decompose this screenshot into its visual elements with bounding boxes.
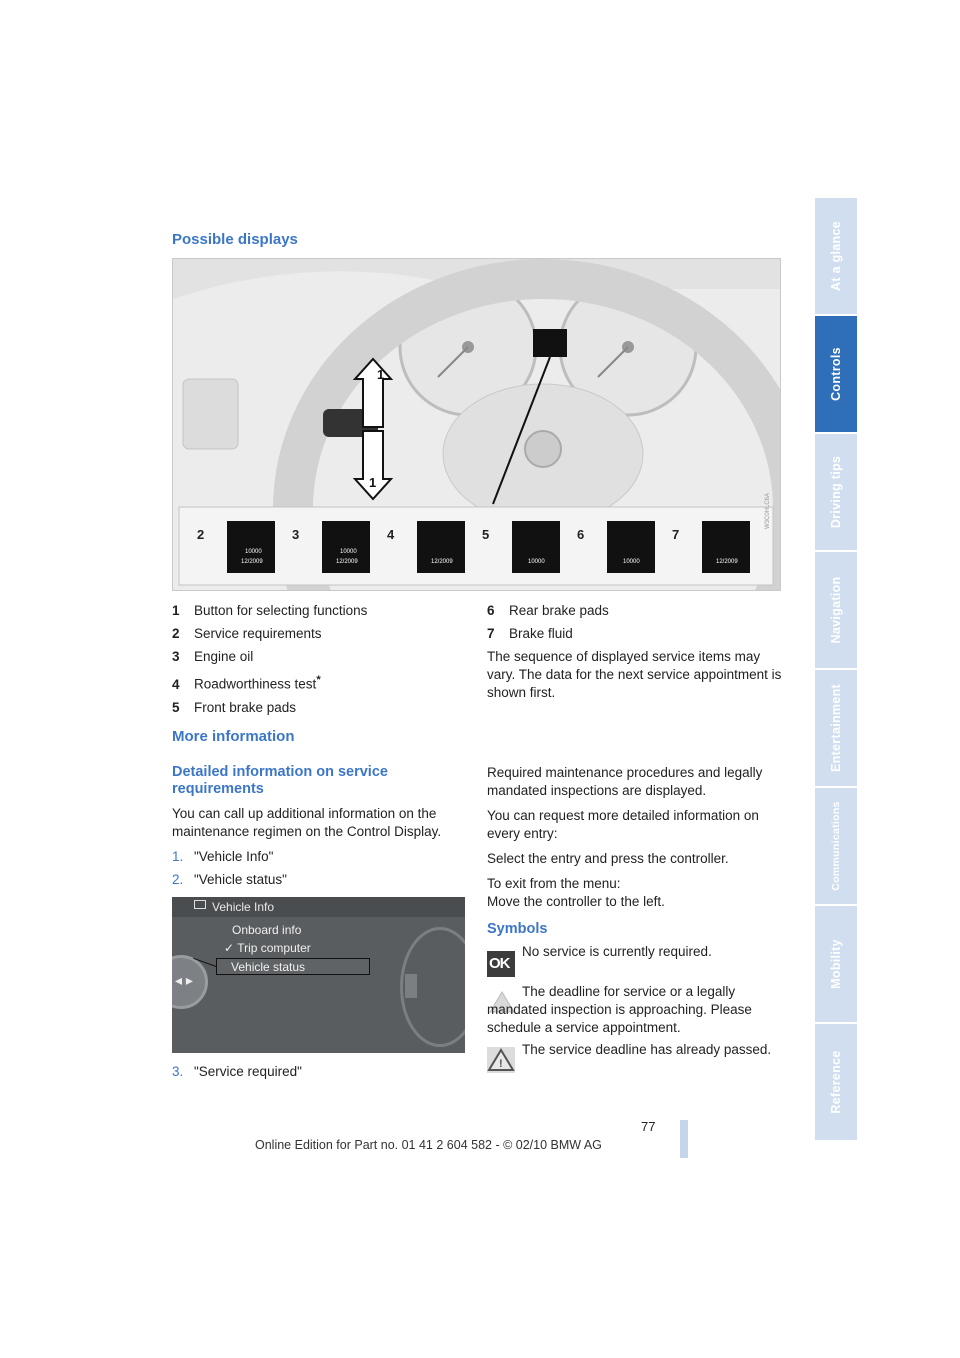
figure-legend-right [487, 602, 782, 702]
step-item: 1. "Vehicle Info" [172, 849, 274, 864]
paragraph: Move the controller to the left. [487, 894, 665, 909]
detail-section [172, 764, 467, 889]
legend-item: 5 Front brake pads [172, 699, 297, 715]
paragraph: Required maintenance procedures and legally mandated inspections are displayed. [487, 765, 763, 798]
screen-item-checked[interactable]: ✓ Trip computer [224, 941, 311, 955]
legend-item: 3 Engine oil [172, 649, 254, 664]
subheading-symbols: Symbols [487, 921, 548, 937]
legend-item: 1 Button for selecting functions [172, 603, 368, 618]
screen-side-marker [405, 974, 417, 998]
sequence-note: The sequence of displayed service items may vary. The data for the next service appointment is shown first. [487, 649, 782, 700]
tab-entertainment[interactable]: Entertainment [815, 670, 857, 788]
detail-right-column [487, 764, 782, 911]
paragraph: Select the entry and press the controller. [487, 851, 729, 866]
ok-icon: OK [487, 951, 515, 977]
legend-item: 7 Brake fluid [487, 626, 573, 641]
tab-mobility[interactable]: Mobility [815, 906, 857, 1024]
paragraph: To exit from the menu: [487, 876, 621, 891]
subheading-detailed-info: Detailed information on service requirements [172, 764, 388, 797]
vehicle-info-icon [194, 900, 206, 909]
symbol-text: No service is currently required. [522, 944, 712, 959]
legend-item: 2 Service requirements [172, 626, 322, 641]
controller-knob-icon: ◂ ▸ [172, 955, 208, 1009]
tab-driving-tips[interactable]: Driving tips [815, 434, 857, 552]
footnote-star: * [316, 674, 321, 686]
screen-titlebar [172, 897, 465, 917]
symbol-text: The deadline for service or a legally mandated inspection is approaching. Please schedule a service appointment. [487, 984, 752, 1035]
tab-at-a-glance[interactable]: At a glance [815, 198, 857, 316]
page-number-bar [680, 1120, 688, 1158]
step-item: 3. "Service required" [172, 1064, 302, 1079]
svg-text:1: 1 [377, 367, 385, 382]
check-icon: ✓ [224, 941, 235, 955]
figure-cockpit [172, 258, 781, 591]
step-item: 2. "Vehicle status" [172, 872, 287, 887]
tab-navigation[interactable]: Navigation [815, 552, 857, 670]
page-number: 77 [641, 1119, 656, 1134]
svg-text:!: ! [499, 1058, 503, 1070]
tab-reference[interactable]: Reference [815, 1024, 857, 1142]
legend-item: 4 Roadworthiness test* [172, 674, 321, 692]
heading-more-information: More information [172, 728, 295, 745]
screen-item[interactable]: Onboard info [232, 923, 302, 937]
svg-text:1: 1 [369, 475, 377, 490]
footer-text: Online Edition for Part no. 01 41 2 604 582 - © 02/10 BMW AG [255, 1138, 602, 1152]
section-tabs [815, 198, 857, 1142]
control-display-screenshot [172, 897, 465, 1053]
figure-legend-left [172, 602, 472, 717]
display-panels: 2 10000 12/2009 3 10000 12/2009 4 12/2009 5 10000 6 10000 7 12/2009 [197, 521, 767, 581]
paragraph: You can request more detailed information on every entry: [487, 808, 759, 841]
screen-title: Vehicle Info [212, 900, 275, 914]
screen-item-selected[interactable]: Vehicle status [216, 958, 370, 975]
warning-triangle-red-icon [487, 1047, 515, 1073]
heading-possible-displays: Possible displays [172, 231, 298, 248]
figure-code: W3C0HLC6A [765, 492, 771, 529]
symbol-text: The service deadline has already passed. [522, 1042, 772, 1057]
tab-controls[interactable]: Controls [815, 316, 857, 434]
detail-intro: You can call up additional information on the maintenance regimen on the Control Display. [172, 806, 442, 839]
tab-communications[interactable]: Communications [815, 788, 857, 906]
legend-item: 6 Rear brake pads [487, 603, 609, 618]
